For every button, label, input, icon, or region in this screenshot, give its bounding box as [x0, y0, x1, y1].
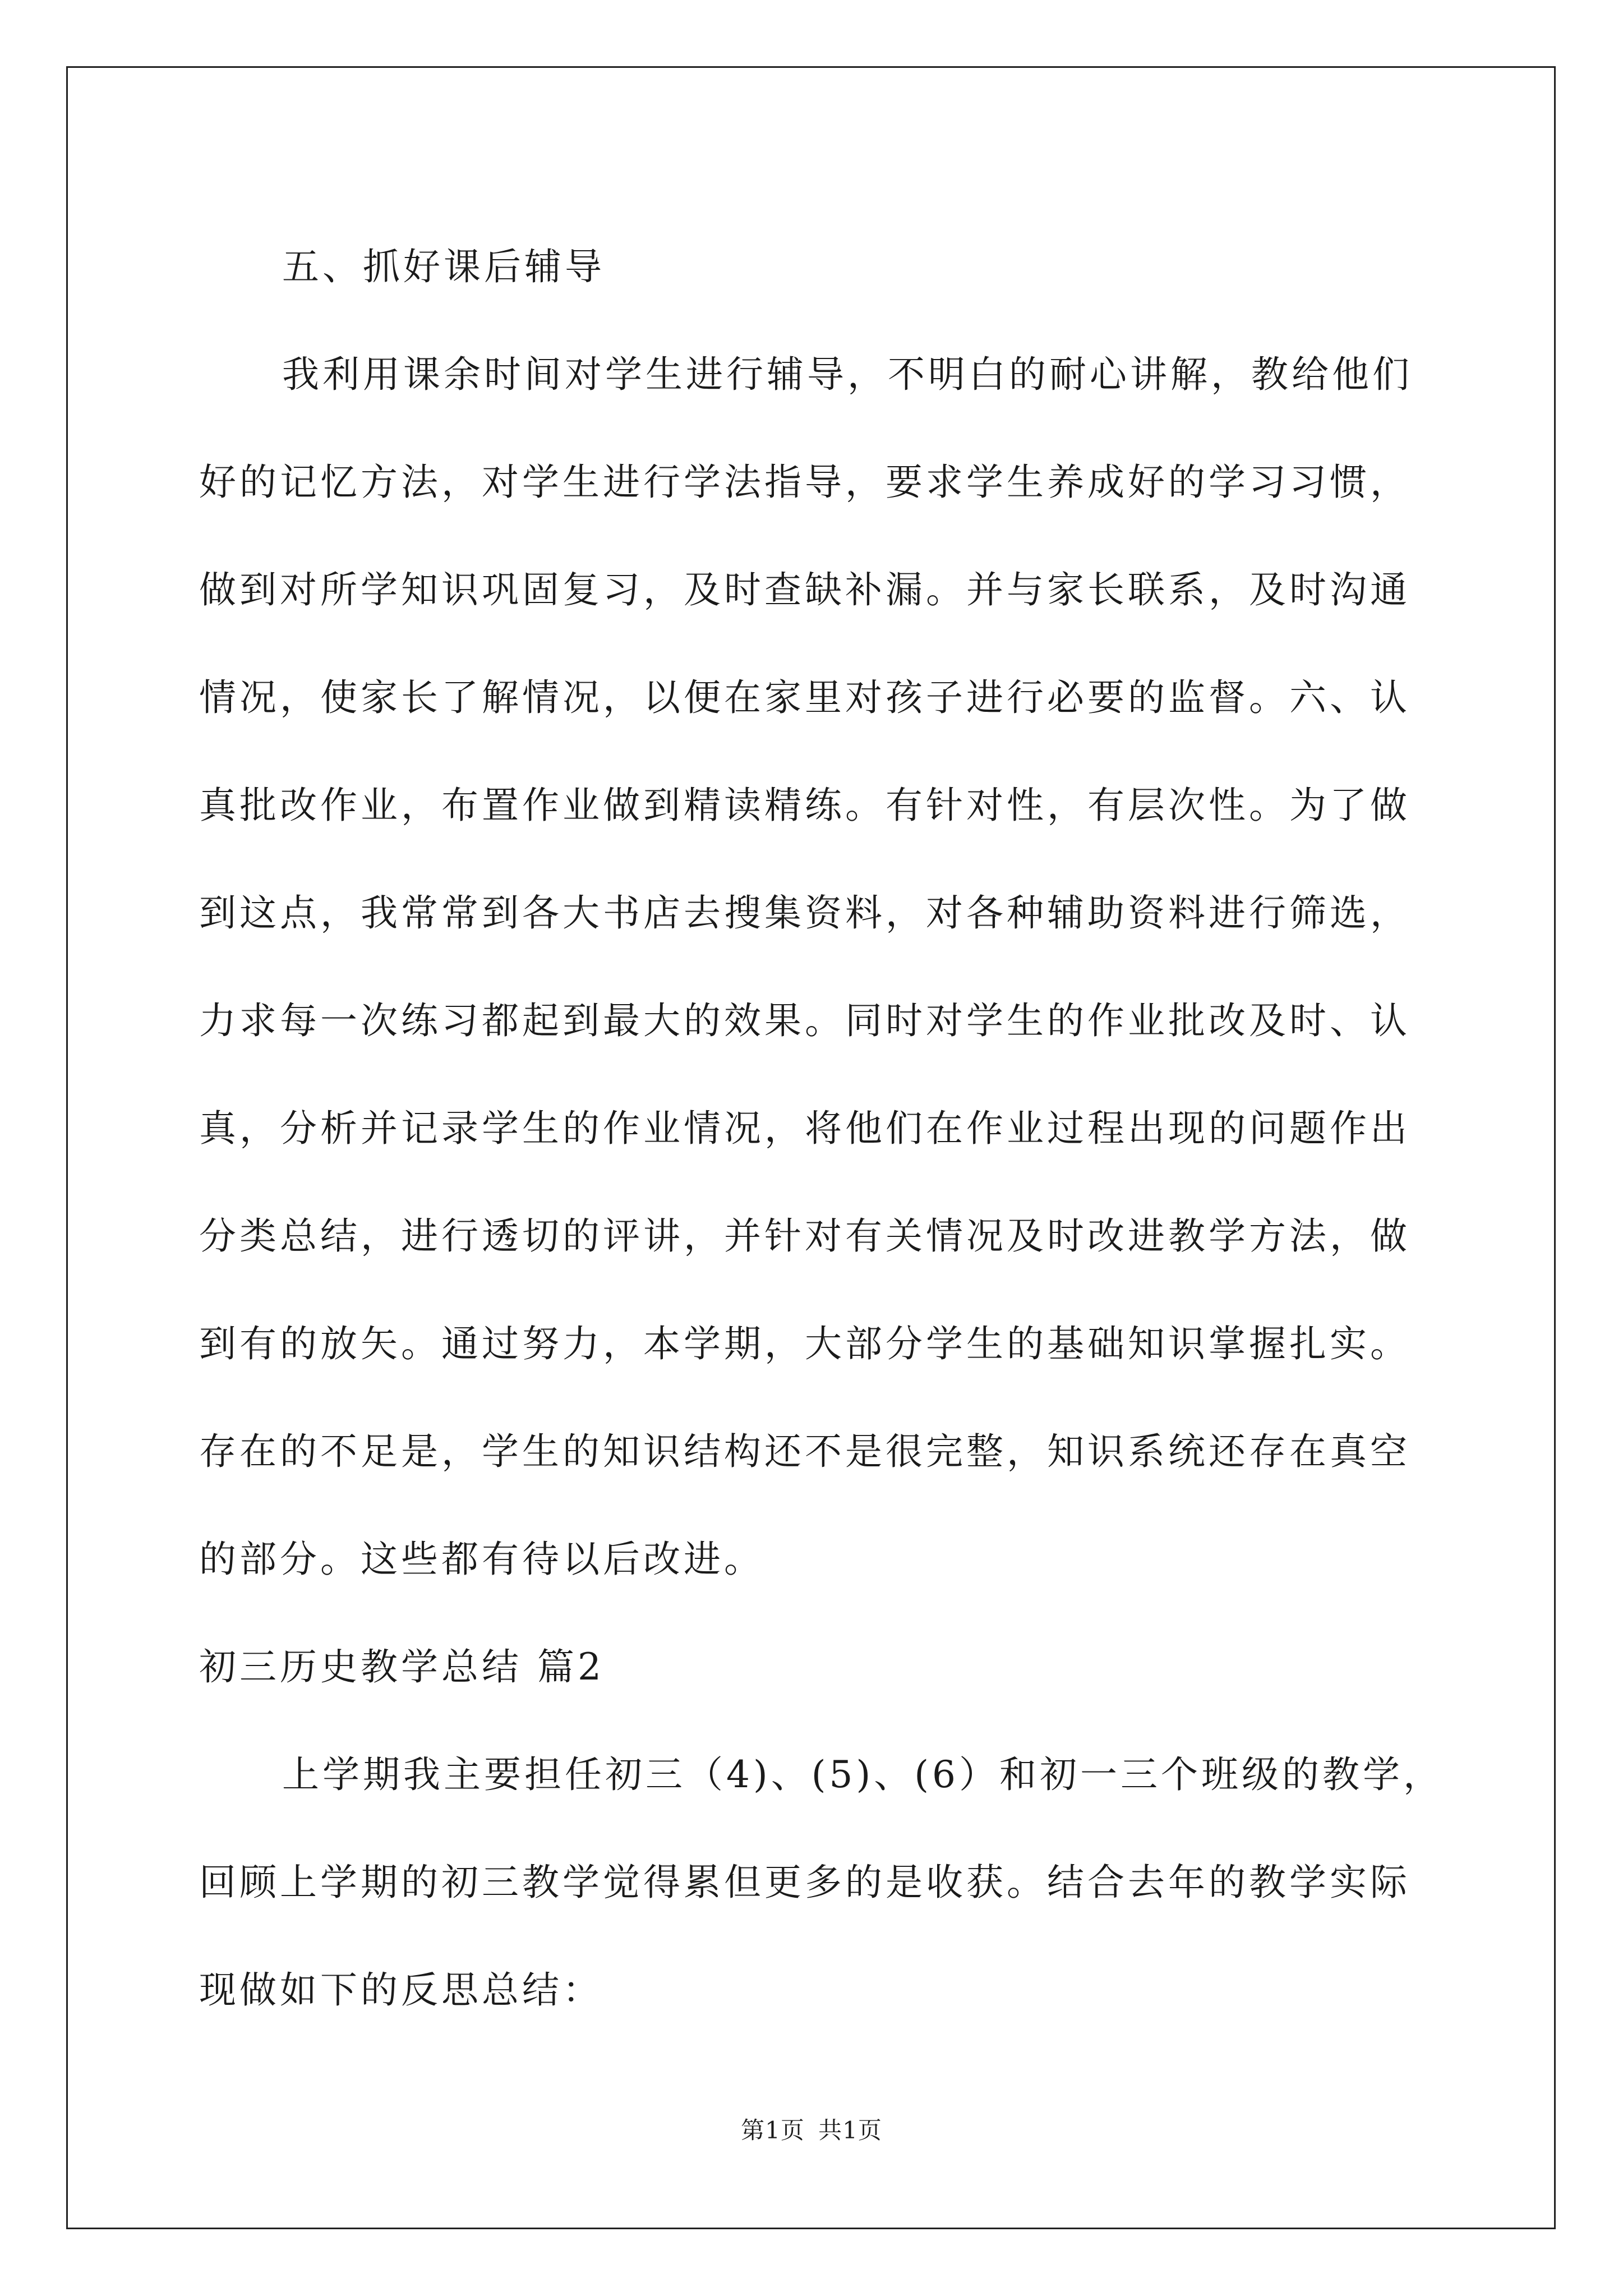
paragraph-line: 情况，使家长了解情况，以便在家里对孩子进行必要的监督。六、认	[199, 676, 1410, 719]
paragraph-line: 我利用课余时间对学生进行辅导，不明白的耐心讲解，教给他们	[282, 353, 1413, 396]
paragraph-line: 到有的放矢。通过努力，本学期，大部分学生的基础知识掌握扎实。	[199, 1322, 1410, 1365]
paragraph-line: 存在的不足是，学生的知识结构还不是很完整，知识系统还存在真空	[199, 1430, 1410, 1473]
paragraph-line: 的部分。这些都有待以后改进。	[199, 1538, 764, 1581]
section-heading: 五、抓好课后辅导	[282, 245, 605, 288]
paragraph-line: 力求每一次练习都起到最大的效果。同时对学生的作业批改及时、认	[199, 999, 1410, 1042]
paragraph-line: 现做如下的反思总结：	[199, 1968, 603, 2012]
page-number-footer: 第1页 共1页	[741, 2116, 882, 2144]
paragraph-line: 上学期我主要担任初三（4)、(5)、(6）和初一三个班级的教学，	[282, 1753, 1444, 1796]
paragraph-line: 真批改作业，布置作业做到精读精练。有针对性，有层次性。为了做	[199, 784, 1410, 827]
paragraph-line: 做到对所学知识巩固复习，及时查缺补漏。并与家长联系，及时沟通	[199, 568, 1410, 611]
paragraph-line: 真，分析并记录学生的作业情况，将他们在作业过程出现的问题作出	[199, 1107, 1410, 1150]
article-title: 初三历史教学总结 篇2	[199, 1645, 605, 1688]
paragraph-line: 好的记忆方法，对学生进行学法指导，要求学生养成好的学习习惯，	[199, 461, 1410, 504]
paragraph-line: 到这点，我常常到各大书店去搜集资料，对各种辅助资料进行筛选，	[199, 891, 1410, 935]
paragraph-line: 回顾上学期的初三教学觉得累但更多的是收获。结合去年的教学实际	[199, 1861, 1410, 1904]
document-body	[199, 213, 1447, 2044]
paragraph-line: 分类总结，进行透切的评讲，并针对有关情况及时改进教学方法，做	[199, 1214, 1410, 1258]
